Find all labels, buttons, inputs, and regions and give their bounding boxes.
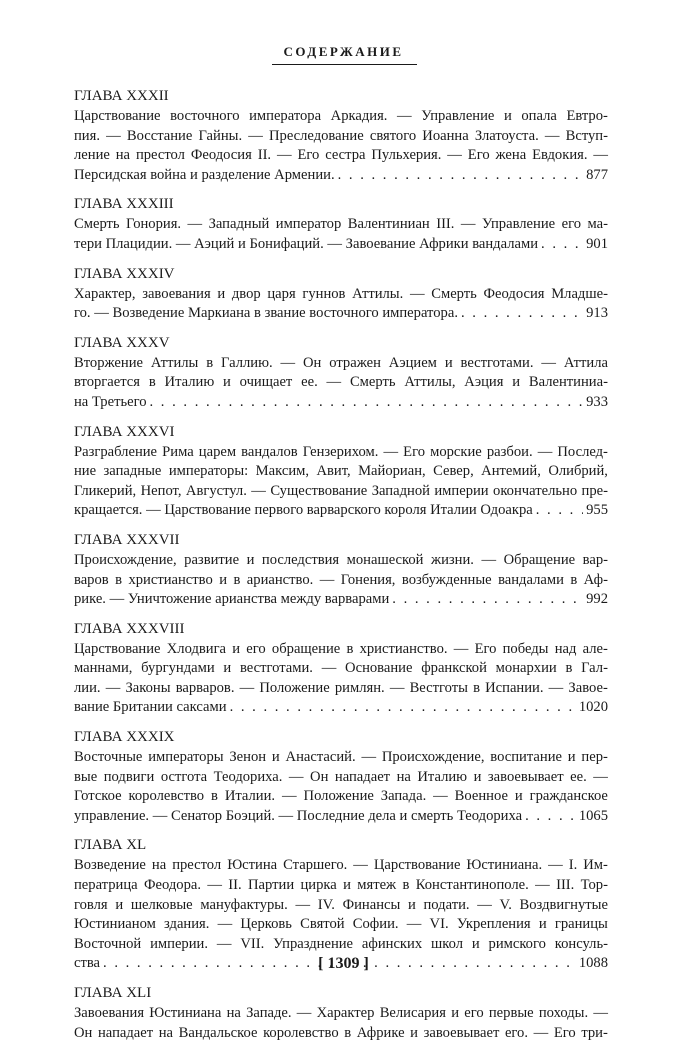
toc-entry xyxy=(74,194,608,254)
summary-line xyxy=(74,166,608,186)
chapter-summary xyxy=(74,215,608,254)
summary-line xyxy=(74,501,608,521)
summary-line: Возведение на престол Юстина Старшего. — Царствование Юстиниана. — I. Им- xyxy=(74,857,608,874)
summary-line: Завоевания Юстиниана на Западе. — Характер Велисария и его первые походы. — xyxy=(74,1005,608,1021)
chapter-summary xyxy=(74,107,608,185)
toc-entry xyxy=(74,264,608,324)
chapter-summary xyxy=(74,640,608,718)
summary-line: пия. — Восстание Гайны. — Преследование святого Иоанна Златоуста. — Вступ- xyxy=(74,127,608,144)
summary-line: ление на престол Феодосия II. — Его сестра Пульхерия. — Его жена Евдокия. — xyxy=(74,147,608,164)
toc-list xyxy=(74,86,608,1052)
dot-leader xyxy=(461,304,583,324)
page-ref[interactable]: 955 xyxy=(586,502,608,519)
summary-line xyxy=(74,393,608,413)
chapter-title: ГЛАВА XXXIX xyxy=(74,729,175,746)
summary-line: Смерть Гонория. — Западный император Валентиниан III. — Управление его ма- xyxy=(74,216,608,233)
chapter-title: ГЛАВА XXXIII xyxy=(74,196,174,213)
chapter-summary xyxy=(74,285,608,324)
summary-text: Персидская война и разделение Армении. xyxy=(74,166,335,183)
toc-entry xyxy=(74,619,608,718)
summary-line: Восточной империи. — VII. Упразднение афинских школ и римского консуль- xyxy=(74,935,608,952)
toc-entry xyxy=(74,86,608,185)
summary-text: тери Плацидии. — Аэций и Бонифаций. — Завоевание Африки вандалами xyxy=(74,235,539,252)
summary-line: вторгается в Италию и очищает ее. — Смерть Аттилы, Аэция и Валентиниа- xyxy=(74,374,608,391)
summary-line: Юстинианом здания. — Церковь Святой Софии. — VI. Укрепления и границы xyxy=(74,916,608,933)
toc-entry xyxy=(74,835,608,974)
dot-leader xyxy=(150,393,584,413)
toc-entry xyxy=(74,530,608,610)
chapter-summary xyxy=(74,551,608,610)
summary-line: Характер, завоевания и двор царя гуннов Аттилы. — Смерть Феодосия Младше- xyxy=(74,285,608,302)
page-ref[interactable]: 913 xyxy=(586,305,608,322)
dot-leader xyxy=(392,590,583,610)
toc-entry xyxy=(74,333,608,413)
page-ref[interactable]: 933 xyxy=(586,393,608,410)
summary-text: го. — Возведение Маркиана в звание восточного императора. xyxy=(74,305,458,322)
summary-line: варов в христианство и в арианство. — Гонения, возбужденные вандалами в Аф- xyxy=(74,571,608,588)
page-ref[interactable]: 1065 xyxy=(578,807,608,824)
summary-line: ние западные императоры: Максим, Авит, Майориан, Север, Антемий, Олибрий, xyxy=(74,463,608,480)
summary-line xyxy=(74,590,608,610)
summary-text: рике. — Уничтожение арианства между варварами xyxy=(74,591,390,608)
summary-line: маннами, бургундами и вестготами. — Основание франкской монархии в Гал- xyxy=(74,660,608,677)
dot-leader xyxy=(525,807,576,827)
dot-leader xyxy=(338,166,584,186)
chapter-title: ГЛАВА XLI xyxy=(74,985,152,1001)
toc-entry xyxy=(74,727,608,826)
summary-text: на Третьего xyxy=(74,393,147,410)
toc-entry xyxy=(74,983,608,1043)
chapter-title: ГЛАВА XXXVIII xyxy=(74,620,185,637)
summary-line: Гликерий, Непот, Августул. — Существование Западной империи окончательно пре- xyxy=(74,482,608,499)
summary-line: лии. — Законы варваров. — Положение римлян. — Вестготы в Испании. — Завое- xyxy=(74,679,608,696)
summary-text: кращается. — Царствование первого варварского короля Италии Одоакра xyxy=(74,502,533,519)
summary-line: Восточные императоры Зенон и Анастасий. — Происхождение, воспитание и пер- xyxy=(74,749,608,766)
page-ref[interactable]: 1088 xyxy=(578,955,608,972)
chapter-summary xyxy=(74,354,608,413)
page-ref[interactable]: 1020 xyxy=(578,699,608,716)
chapter-title: ГЛАВА XXXV xyxy=(74,334,170,351)
summary-text: вание Британии саксами xyxy=(74,699,227,716)
summary-line: Вторжение Аттилы в Галлию. — Он отражен Аэцием и вестготами. — Аттила xyxy=(74,354,608,371)
summary-line: Готское королевство в Италии. — Положение Запада. — Военное и гражданское xyxy=(74,788,608,805)
page-ref[interactable]: 901 xyxy=(586,235,608,252)
summary-line: вые подвиги остгота Теодориха. — Он нападает на Италию и завоевывает ее. — xyxy=(74,768,608,785)
dot-leader xyxy=(230,698,576,718)
summary-line xyxy=(74,235,608,255)
chapter-title: ГЛАВА XXXIV xyxy=(74,265,175,282)
chapter-summary xyxy=(74,1004,608,1043)
toc-entry xyxy=(74,422,608,521)
page-ref[interactable]: 992 xyxy=(586,591,608,608)
summary-line: Происхождение, развитие и последствия монашеской жизни. — Обращение вар- xyxy=(74,551,608,568)
chapter-title: ГЛАВА XXXVI xyxy=(74,423,175,440)
summary-line: говля и шелковые мануфактуры. — IV. Финансы и подати. — V. Воздвигнутые xyxy=(74,896,608,913)
chapter-title: ГЛАВА XXXII xyxy=(74,88,169,104)
summary-line xyxy=(74,698,608,718)
summary-line xyxy=(74,807,608,827)
summary-text: управление. — Сенатор Боэций. — Последние дела и смерть Теодориха xyxy=(74,807,523,824)
summary-line: Он нападает на Вандальское королевство в Африке и завоевывает его. — Его три- xyxy=(74,1024,608,1041)
summary-line: Царствование восточного императора Аркадия. — Управление и опала Евтро- xyxy=(74,108,608,124)
page-number: [ 1309 ] xyxy=(318,955,369,972)
chapter-summary xyxy=(74,748,608,826)
page-ref[interactable]: 877 xyxy=(586,166,608,183)
chapter-title: ГЛАВА XXXVII xyxy=(74,531,180,548)
summary-line: ператрица Феодора. — II. Партии цирка и мятеж в Константинополе. — III. Тор- xyxy=(74,877,608,894)
header-rule xyxy=(272,64,417,65)
summary-line xyxy=(74,304,608,324)
running-header: СОДЕРЖАНИЕ xyxy=(283,44,404,59)
chapter-summary xyxy=(74,443,608,521)
summary-line: Царствование Хлодвига и его обращение в христианство. — Его победы над але- xyxy=(74,640,608,657)
dot-leader xyxy=(536,501,583,521)
chapter-title: ГЛАВА XL xyxy=(74,837,147,854)
summary-line: Разграбление Рима царем вандалов Гензерихом. — Его морские разбои. — Послед- xyxy=(74,443,608,460)
summary-text: ства xyxy=(74,955,101,972)
dot-leader xyxy=(541,235,583,255)
